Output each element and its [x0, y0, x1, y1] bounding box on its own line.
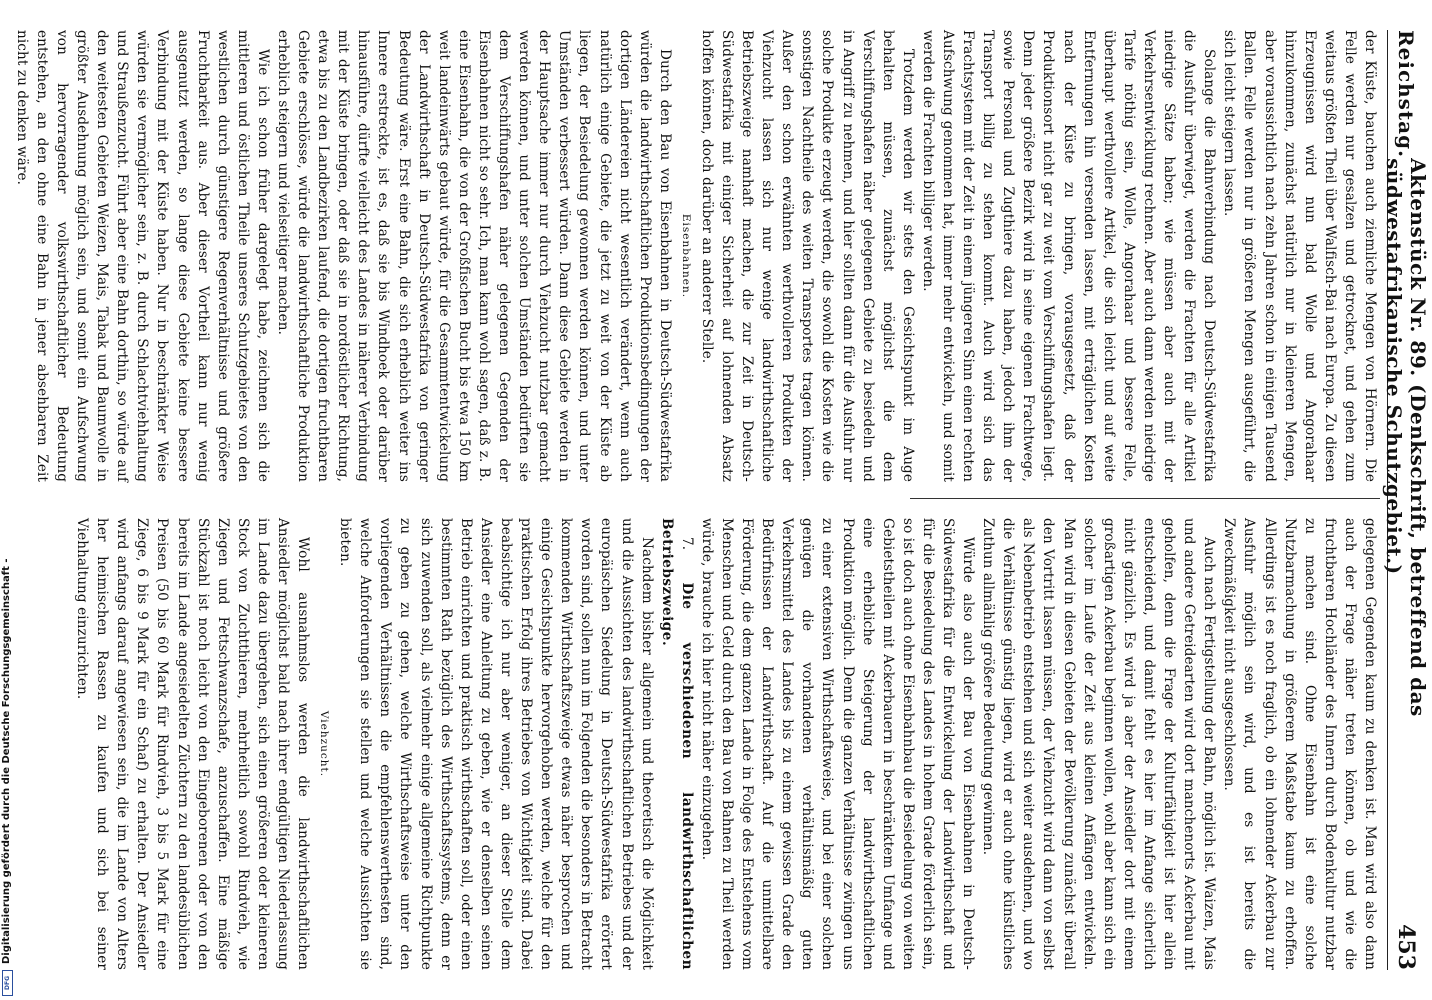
dfg-logo-text: DFG — [4, 975, 11, 990]
paragraph: Durch den Bau von Eisenbahnen in Deutsch-Südwestafrika würden die landwirthschaftlichen Produktionsbedingungen der dortigen Ländereien nicht wesentlich verändert, wenn auch natürlich einige Gebiete, die jetzt zu weit von der Küste ab liegen, der Besiedelung gewonnen werden können, und unter Umständen verbessert würden. Dann diese Gebiete werden in der Hauptsache immer nur durch Viehzucht nutzbar gemacht werden können, und unter solchen Umständen bedürften sie dem Verschiffungshafen näher gelegenen Gegenden der Eisenbahnen nicht so sehr. Ich, man kann wohl sagen, daß z. B. eine Eisenbahn, die von der Großfischen Bucht bis etwa 150 km weit landeinwärts gebaut würde, für die Gesammtentwickelung der Landwirthschaft in Deutsch-Südwestafrika von geringer Bedeutung wäre. Erst eine Bahn, die sich erheblich weiter ins Innere erstreckte, ist es, daß sie bis Windhoek oder darüber hinausführe, dürfte vielleicht des Landes in näherer Verbindung mit der Küste bringen, oder daß sie in nordöstlicher Richtung, etwa bis zu den Landbezirken laufend, die dortigen fruchtbaren Gebiete erschlösse, würde die landwirthschaftliche Produktion erheblich steigern und vielseitiger machen. — [275, 30, 673, 482]
digitization-credit-text: Digitalisierung gefördert durch die Deutsche Forschungsgemeinschaft - — [1, 558, 12, 964]
paragraph: Würde also auch der Bau von Eisenbahnen in Deutsch-Südwestafrika für die Entwickelung der Landwirthschaft und für die Besiedelung des Landes in hohem Grade förderlich sein, so ist doch auch ohne Eisenbahnbau die Besiedelung von weiten Gebietstheilen mit Ackerbauern in beschränktem Umfange und eine erhebliche Steigerung der landwirthschaftlichen Produktion möglich. Denn die ganzen Verhältnisse zwingen uns zu einer extensiven Wirthschaftsweise, und bei einer solchen genügen die vorhandenen verhältnismäßig guten Verkehrsmittel des Landes bis zu einem gewissen Grade den Bedürfnissen der Landwirthschaft. Auf die unmittelbare Förderung, die dem ganzen Lande in Folge des Entstehens vom Menschen und Geld durch den Bau von Bahnen zu Theil werden würde, brauche ich hier nicht näher einzugehen. — [698, 518, 977, 970]
header-title: Aktenstück Nr. 89. (Denkschrift, betreffend das südwestafrikanische Schutzgebiet.) — [1382, 158, 1430, 717]
paragraph: Wie ich schon früher dargelegt habe, zeichnen sich die mittleren und östlichen Theile unseres Schutzgebietes von den westlichen durch günstigere Regenverhältnisse und größere Fruchtbarkeit aus. Aber dieser Vortheil kann nur wenig ausgenutzt werden, so lange diese Gebiete keine bessere Verbindung mit der Küste haben. Nur in beschränkter Weise würden sie vermöglicher sein, z. B. durch Schlachtviehhaltung und Straußenzucht. Führt aber eine Bahn dorthin, so würde auf den weitesten Gebieten Weizen, Mais, Tabak und Baumwolle in größter Ausdehnung möglich sein, und somit ein Aufschwung von hervorragender volkswirthschaftlicher Bedeutung entstehen, an den ohne eine Bahn in jener absehbaren Zeit nicht zu denken wäre. — [13, 30, 271, 482]
page-number: 453 — [1393, 924, 1419, 970]
section-subheading: Viehzucht. — [318, 710, 331, 778]
header-left: Reichstag. — [1394, 30, 1418, 159]
column-divider — [910, 498, 1380, 499]
section-heading — [657, 518, 697, 970]
paragraph: Nachdem bisher allgemein und theoretisch die Möglichkeit und die Aussichten des landwirthschaftlichen Betriebes und der europäischen Siedelung in Deutsch-Südwestafrika erörtert worden sind, sollen nun im Folgenden die besonders in Betracht kommenden Wirthschaftszweige etwas näher besprochen und einige Gesichtspunkte hervorgehoben werden, welche für den praktischen Erfolg ihres Betriebes von Wichtigkeit sind. Dabei beabsichtige ich nur aber weniger, an dieser Stelle dem Ansiedler eine Anleitung zu geben, wie er denselben seinen Betrieb einrichten und praktisch wirthschaften soll, oder einen bestimmten Rath bezüglich des Wirthschaftssystems, denn er sich zuwenden soll, als vielmehr einige allgemeine Richtpunkte zu geben zu gehen, welche Wirthschaftsweise unter den vorliegenden Verhältnissen die empfehlenswerthesten sind, welche Anforderungen sie stellen und welche Aussichten sie bieten. — [337, 518, 655, 970]
right-column — [74, 518, 1380, 970]
left-column — [13, 30, 1380, 482]
paragraph: Trotzdem werden wir stets den Gesichtspunkt im Auge behalten müssen, zunächst möglichst die dem Verschiffungshafen näher gelegenen Gebiete zu besiedeln und in Angriff zu nehmen, und hier sollten dann für die Ausfuhr nur solche Produkte erzeugt werden, die sowohl die Kosten wie die sonstigen Nachtheile des weiten Transportes tragen können. Außer den schon erwähnten werthvolleren Produkten der Viehzucht lassen sich nur wenige landwirthschaftliche Betriebszweige namhaft machen, die zur Zeit in Deutsch-Südwestafrika mit einiger Sicherheit auf lohnenden Absatz hoffen können, doch darüber an anderer Stelle. — [698, 30, 916, 482]
paragraph: Wohl ausnahmslos werden die landwirthschaftlichen Ansiedler möglichst bald nach ihrer endgültigen Niederlassung im Lande dazu übergehen, sich einen größeren oder kleineren Stock von Zuchtthieren, mehrheitlich sowohl Rindvieh, wie Ziegen und Fettschwanzschafe, anzuschaffen. Eine mäßige Stückzahl ist noch leicht von den Eingeborenen oder von den bereits im Lande angesiedelten Züchtern zu den landesüblichen Preisen (50 bis 60 Mark für Rindvieh, 3 bis 5 Mark für eine Ziege, 6 bis 9 Mark für ein Schaf) zu erhalten. Der Ansiedler wird anfangs darauf angewiesen sein, die im Lande von Alters her heimischen Rassen zu kaufen und sich bei seiner Viehhaltung einzurichten. — [74, 518, 312, 970]
paragraph: gelegenen Gegenden kaum zu denken ist. Man wird also dann auch der Frage näher treten können, ob und wie die fruchtbaren Hochländer des Innern durch Bodenkultur nutzbar zu machen sind. Ohne Eisenbahn ist eine solche Nutzbarmachung in größerem Maßstabe kaum zu erhoffen. Allerdings ist es noch fraglich, ob ein lohnender Ackerbau zur Ausfuhr möglich sein wird, und es ist bereits die Zweckmäßigkeit nicht ausgeschlossen. — [1221, 518, 1378, 970]
dfg-logo — [2, 970, 13, 996]
section-title: Die verschiedenen landwirthschaftlichen Betriebszweige. — [658, 518, 695, 970]
scanned-page — [13, 0, 1432, 1000]
section-subheading: Eisenbahnen. — [679, 213, 692, 299]
page-header — [1382, 30, 1430, 970]
paragraph: Solange die Bahnverbindung nach Deutsch-Südwestafrika die Ausfuhr überwiegt, werden die Frachten für alle Artikel niedrige Sätze haben; wie müssen aber auch mit der Verkehrsentwicklung rechnen. Aber auch dann werden niedrige Tarife nöthig sein, Wolle, Angorahaar und bessere Felle, überhaupt werthvollere Artikel, die sich leicht und auf weite Entfernungen hin versenden lassen, mit erträglichen Kosten nach der Küste zu bringen, vorausgesetzt, daß der Produktionsort nicht gar zu weit vom Verschiffungshafen liegt. Denn jeder größere Bezirk wird in seine eigenen Frachtwege, sowie Personal und Zugthiere dazu haben, jedoch ihm der Transport billig zu stehen kommt. Auch wird sich das Frachtsystem mit der Zeit in einem jüngeren Sinn einen rechten Aufschwung genommen hat, immer mehr entwickeln, und somit werden die Frachten billiger werden. — [919, 30, 1218, 482]
paragraph: der Küste, bauchen auch ziemliche Mengen von Hörnern. Die Felle werden nur gesalzen und getrocknet, und gehen zum weitaus größten Theil über Walfisch-Bai nach Europa. Zu diesen Erzeugnissen wird nun bald Wolle und Angorahaar hinzukommen, zunächst natürlich nur in kleineren Mengen, aber voraussichtlich nach zehn Jahren schon in einigen Tausend Ballen. Felle werden nur in größeren Mengen ausgeführt, die sich leicht steigern lassen. — [1221, 30, 1378, 482]
paragraph: Auch nach Fertigstellung der Bahn, möglich ist. Waizen, Mais und andere Getreidearten wird dort manchenorts Ackerbau mit geholfen, denn die Frage der Kulturfähigkeit ist hier allein entscheidend, und damit fehlt es hier im Anfange sicherlich nicht gänzlich. Es wird ja aber der Ansiedler dort mit einem großartigen Ackerbau beginnen wollen, wohl aber kann sich ein solcher im Laufe der Zeit aus kleinen Anfängen entwickeln. Man wird in diesen Gebieten der Bevölkerung zunächst überall den Vortritt lassen müssen, der Viehzucht wird dann von selbst als Nebenbetrieb entstehen und sich weiter ausdehnen, und wo die Verhältnisse günstig liegen, wird er auch ohne künstliches Zuthun allmählig größere Bedeutung gewinnen. — [980, 518, 1218, 970]
section-number: 7. — [678, 537, 695, 551]
